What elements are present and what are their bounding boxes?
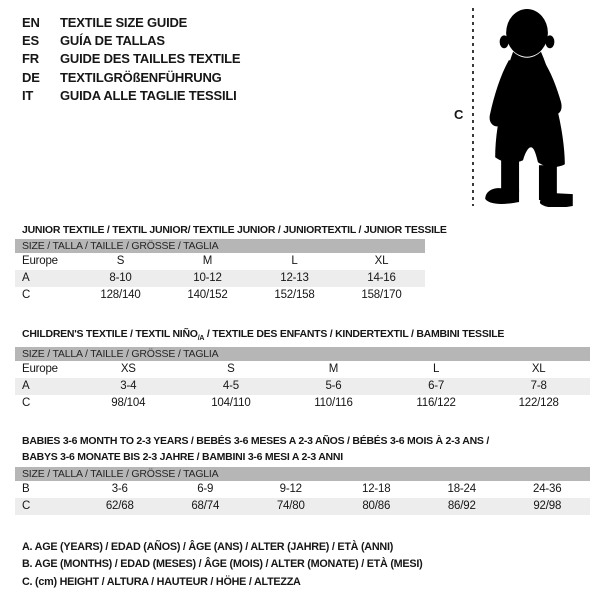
size-value-cell: L bbox=[432, 363, 440, 375]
size-value-cell: 12-13 bbox=[280, 272, 309, 284]
size-value-cell: 116/122 bbox=[416, 397, 456, 409]
section-title-junior bbox=[22, 224, 447, 237]
language-row bbox=[22, 50, 240, 68]
language-title: TEXTILGRÖßENFÜHRUNG bbox=[60, 69, 222, 85]
size-value-cell: 10-12 bbox=[193, 272, 222, 284]
baby-silhouette-icon bbox=[483, 8, 577, 207]
size-value-cell: 5-6 bbox=[325, 380, 342, 392]
row-label: A bbox=[22, 272, 30, 284]
size-value-cell: XL bbox=[374, 255, 389, 267]
language-row bbox=[22, 13, 240, 31]
legend-footnotes bbox=[22, 539, 422, 591]
size-value-cell: 80/86 bbox=[362, 500, 391, 512]
size-value-cell: 110/116 bbox=[314, 397, 353, 409]
row-label: B bbox=[22, 483, 30, 495]
table-row bbox=[15, 481, 590, 498]
size-value-cell: 4-5 bbox=[222, 380, 239, 392]
height-measure-label: C bbox=[454, 107, 464, 122]
section-title-children-pre: CHILDREN'S TEXTILE / TEXTIL NIÑO bbox=[22, 327, 198, 340]
row-label: Europe bbox=[22, 363, 58, 375]
language-code: FR bbox=[22, 51, 39, 67]
table-row bbox=[15, 253, 425, 270]
size-value-cell: 6-9 bbox=[197, 483, 214, 495]
table-row bbox=[15, 361, 590, 378]
size-header-bar: SIZE / TALLA / TAILLE / GRÖSSE / TAGLIA bbox=[15, 239, 425, 253]
size-value-cell: 62/68 bbox=[105, 500, 134, 512]
size-value-cell: 122/128 bbox=[518, 397, 559, 409]
size-value-cell: 68/74 bbox=[191, 500, 220, 512]
size-value-cell: L bbox=[291, 255, 298, 267]
size-value-cell: 92/98 bbox=[533, 500, 562, 512]
size-value-cell: 3-6 bbox=[111, 483, 128, 495]
language-row bbox=[22, 68, 240, 86]
section-title-children-sub: /A bbox=[197, 334, 205, 342]
size-value-cell: M bbox=[202, 255, 213, 267]
size-value-cell: 8-10 bbox=[109, 272, 132, 284]
size-value-cell: 140/152 bbox=[187, 289, 228, 301]
size-value-cell: XL bbox=[531, 363, 546, 375]
size-value-cell: S bbox=[227, 363, 235, 375]
size-value-cell: 152/158 bbox=[274, 289, 315, 301]
size-value-cell: 24-36 bbox=[533, 483, 562, 495]
size-value-cell: 14-16 bbox=[367, 272, 396, 284]
size-value-cell: S bbox=[116, 255, 125, 267]
language-code: ES bbox=[22, 33, 39, 49]
section-title-babies bbox=[22, 433, 489, 466]
language-code: EN bbox=[22, 14, 40, 30]
size-value-cell: 128/140 bbox=[100, 289, 141, 301]
section-title-babies-line2: BABYS 3-6 MONATE BIS 2-3 JAHRE / BAMBINI 3-6 MESI A 2-3 ANNI bbox=[22, 451, 343, 464]
table-row bbox=[15, 498, 590, 515]
section-title-babies-line1: BABIES 3-6 MONTH TO 2-3 YEARS / BEBÉS 3-6 MESES A 2-3 AÑOS / BÉBÉS 3-6 MOIS À 2-3 ANS / bbox=[22, 434, 490, 447]
size-value-cell: 6-7 bbox=[428, 380, 445, 392]
table-row bbox=[15, 287, 425, 304]
height-measure-line bbox=[472, 8, 474, 206]
row-label: A bbox=[22, 380, 30, 392]
junior-size-table bbox=[15, 239, 425, 304]
row-label: C bbox=[22, 289, 31, 301]
size-value-cell: 12-18 bbox=[362, 483, 391, 495]
size-value-cell: 98/104 bbox=[111, 397, 146, 409]
language-title: GUÍA DE TALLAS bbox=[60, 33, 165, 49]
babies-size-table bbox=[15, 467, 590, 515]
language-row bbox=[22, 87, 240, 105]
section-title-children-post: / TEXTILE DES ENFANTS / KINDERTEXTIL / BAMBINI TESSILE bbox=[204, 327, 505, 340]
size-value-cell: 7-8 bbox=[530, 380, 547, 392]
language-title-list bbox=[22, 13, 240, 105]
size-value-cell: 74/80 bbox=[276, 500, 305, 512]
legend-footnote: B. AGE (MONTHS) / EDAD (MESES) / ÂGE (MOIS) / ALTER (MONATE) / ETÀ (MESI) bbox=[22, 558, 423, 571]
size-value-cell: 86/92 bbox=[447, 500, 476, 512]
legend-footnote: C. (cm) HEIGHT / ALTURA / HAUTEUR / HÖHE / ALTEZZA bbox=[22, 575, 301, 588]
size-value-cell: 104/110 bbox=[211, 397, 251, 409]
language-code: DE bbox=[22, 69, 40, 85]
size-value-cell: 158/170 bbox=[361, 289, 402, 301]
table-row bbox=[15, 270, 425, 287]
row-label: Europe bbox=[22, 255, 58, 267]
row-label: C bbox=[22, 500, 31, 512]
row-label: C bbox=[22, 397, 31, 409]
size-value-cell: M bbox=[328, 363, 339, 375]
section-title-children bbox=[22, 328, 504, 345]
size-header-bar: SIZE / TALLA / TAILLE / GRÖSSE / TAGLIA bbox=[15, 467, 590, 481]
legend-footnote: A. AGE (YEARS) / EDAD (AÑOS) / ÂGE (ANS) / ALTER (JAHRE) / ETÀ (ANNI) bbox=[22, 541, 394, 553]
section-title-junior-text: JUNIOR TEXTILE / TEXTIL JUNIOR/ TEXTILE JUNIOR / JUNIORTEXTIL / JUNIOR TESSILE bbox=[22, 223, 447, 236]
language-title: GUIDE DES TAILLES TEXTILE bbox=[60, 51, 241, 67]
language-title: GUIDA ALLE TAGLIE TESSILI bbox=[60, 88, 237, 104]
size-header-bar: SIZE / TALLA / TAILLE / GRÖSSE / TAGLIA bbox=[15, 347, 590, 361]
language-row bbox=[22, 31, 240, 49]
language-code: IT bbox=[22, 88, 34, 104]
table-row bbox=[15, 378, 590, 395]
size-value-cell: 3-4 bbox=[120, 380, 137, 392]
size-value-cell: 9-12 bbox=[279, 483, 302, 495]
table-row bbox=[15, 395, 590, 412]
size-value-cell: 18-24 bbox=[447, 483, 476, 495]
size-value-cell: XS bbox=[120, 363, 136, 375]
language-title: TEXTILE SIZE GUIDE bbox=[60, 14, 188, 30]
children-size-table bbox=[15, 347, 590, 412]
